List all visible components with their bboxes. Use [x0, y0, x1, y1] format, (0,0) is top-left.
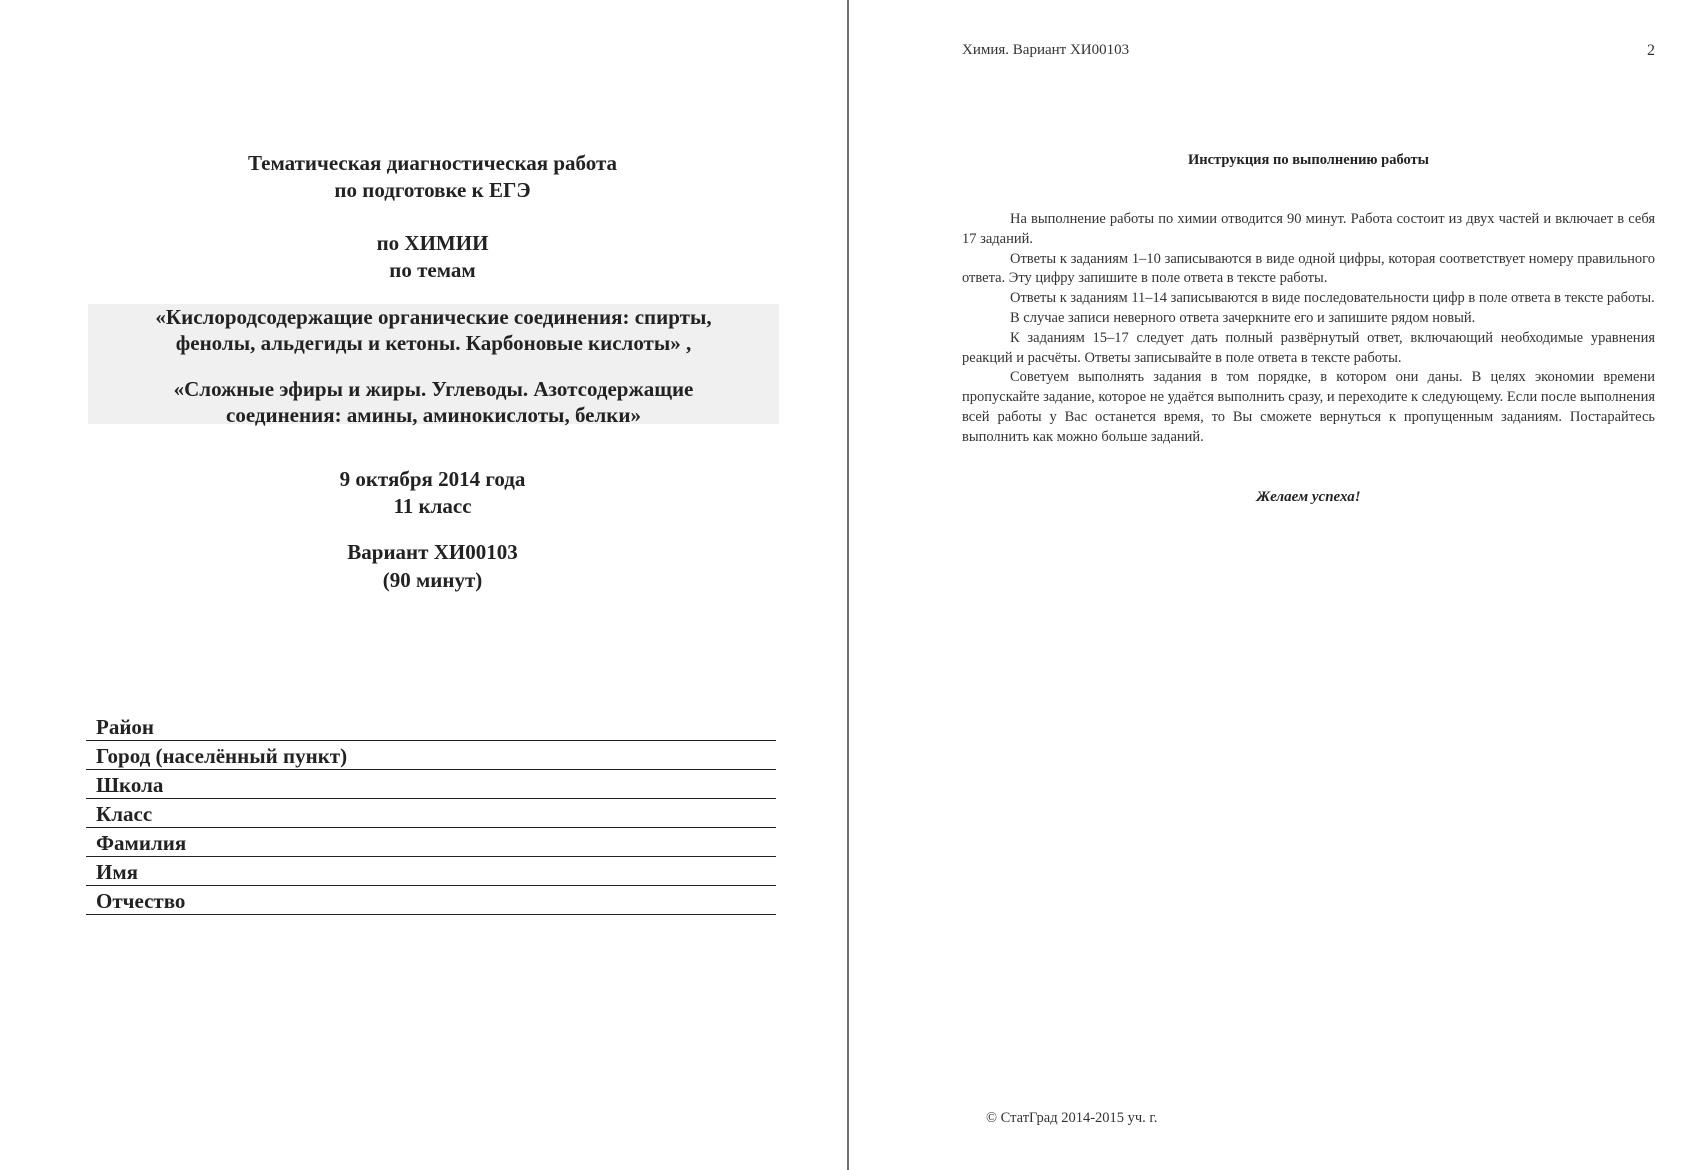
instruction-paragraph: На выполнение работы по химии отводится 90 минут. Работа состоит из двух частей и включает в себя 17 заданий. — [962, 211, 1655, 247]
form-field-name[interactable] — [86, 857, 776, 886]
topics-heading: по темам — [389, 258, 476, 282]
instruction-paragraph: Ответы к заданиям 11–14 записываются в виде последовательности цифр в поле ответа в тексте работы. — [1010, 290, 1655, 307]
form-field-city[interactable] — [86, 741, 776, 770]
page-number: 2 — [1647, 42, 1655, 59]
date-block — [85, 466, 780, 520]
form-field-class[interactable] — [86, 799, 776, 828]
instruction-title: Инструкция по выполнению работы — [1187, 152, 1430, 168]
instruction-paragraph: Ответы к заданиям 1–10 записываются в виде одной цифры, которая соответствует номеру правильного ответа. Эту цифру запишите в поле ответа в тексте работы. — [962, 250, 1655, 287]
instruction-page — [851, 0, 1700, 1170]
form-field-label: Район — [96, 715, 155, 739]
cover-page — [0, 0, 847, 1170]
topic-2-line-2: соединения: амины, аминокислоты, белки» — [226, 403, 641, 427]
form-field-label: Отчество — [96, 889, 186, 913]
student-info-form — [86, 712, 776, 915]
topic-2 — [88, 376, 779, 428]
form-field-label: Класс — [96, 802, 153, 826]
topic-1-line-2: фенолы, альдегиды и кетоны. Карбоновые кислоты» , — [175, 331, 692, 355]
copyright: © СтатГрад 2014-2015 уч. г. — [986, 1110, 1158, 1126]
topic-2-line-1: «Сложные эфиры и жиры. Углеводы. Азотсодержащие — [173, 377, 694, 401]
good-luck-wish: Желаем успеха! — [1256, 489, 1361, 505]
form-field-label: Школа — [96, 773, 164, 797]
variant-block — [85, 538, 780, 594]
instruction-paragraph: В случае записи неверного ответа зачеркните его и запишите рядом новый. — [1010, 309, 1476, 326]
form-field-label: Фамилия — [96, 831, 187, 855]
subject-line: по ХИМИИ — [376, 231, 489, 255]
form-field-school[interactable] — [86, 770, 776, 799]
form-field-patronymic[interactable] — [86, 886, 776, 915]
topics-highlight — [88, 304, 779, 427]
duration-label: (90 минут) — [382, 568, 483, 592]
form-field-label: Город (населённый пункт) — [96, 744, 348, 768]
title-line-1: Тематическая диагностическая работа — [247, 151, 618, 175]
topic-1-line-1: «Кислородсодержащие органические соединения: спирты, — [155, 305, 712, 329]
exam-date: 9 октября 2014 года — [339, 467, 526, 491]
instruction-body — [962, 210, 1655, 448]
variant-label: Вариант ХИ00103 — [347, 540, 518, 564]
title-line-2: по подготовке к ЕГЭ — [334, 178, 531, 202]
form-field-surname[interactable] — [86, 828, 776, 857]
work-title — [85, 150, 780, 204]
instruction-paragraph: К заданиям 15–17 следует дать полный развёрнутый ответ, включающий необходимые уравнения реакций и расчёты. Ответы записывайте в поле ответа в тексте работы. — [962, 329, 1655, 366]
running-header: Химия. Вариант ХИ00103 — [962, 42, 1130, 58]
grade: 11 класс — [393, 494, 472, 518]
subject-block — [85, 230, 780, 284]
instruction-paragraph: Советуем выполнять задания в том порядке, в котором они даны. В целях экономии времени пропускайте задание, которое не удаётся выполнить сразу, и переходите к следующему. Если после выполнения всей работы у Вас останется время, то Вы сможете вернуться к пропущенным заданиям. Постарайтесь выполнить как можно больше заданий. — [962, 369, 1655, 445]
page-divider — [847, 0, 849, 1170]
form-field-district[interactable] — [86, 712, 776, 741]
topic-1 — [88, 304, 779, 356]
form-field-label: Имя — [96, 860, 138, 884]
